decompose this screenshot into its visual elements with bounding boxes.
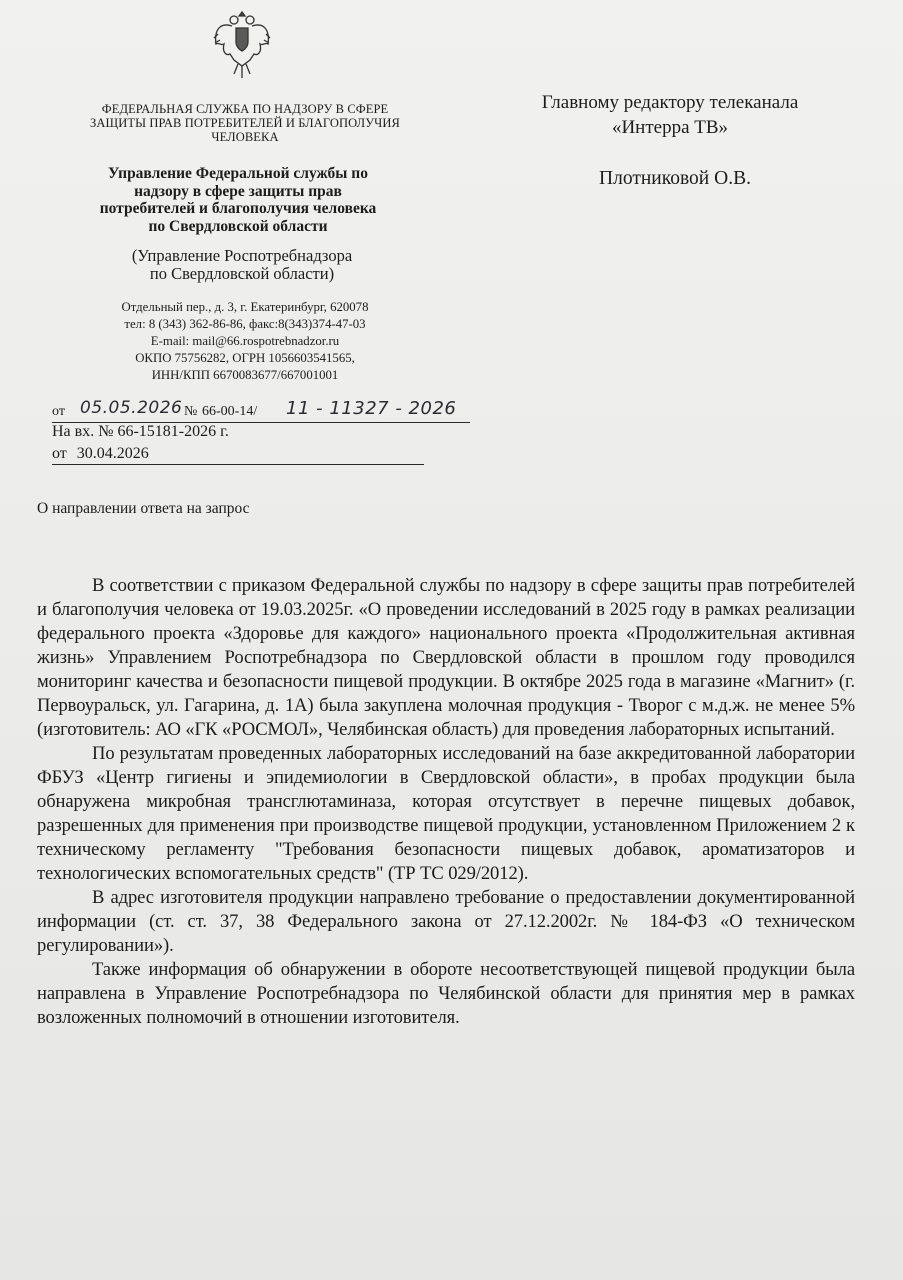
number-prefix: 66-00-14/ — [202, 404, 258, 419]
department-short-name — [92, 247, 392, 283]
incoming-date-line — [52, 444, 424, 465]
recipient-title — [510, 90, 830, 140]
department-line: потребителей и благополучия человека — [99, 200, 377, 217]
contact-okpo: ОКПО 75756282, ОГРН 1056603541565, — [135, 351, 355, 365]
body-paragraph: Также информация об обнаружении в обороте несоответствующей пищевой продукции была направлена в Управление Роспотребнадзора по Челябинской области для принятия мер в рамках возложенных полномочий в отношении изготовителя. — [37, 959, 855, 1028]
letter-body — [37, 574, 855, 1030]
department-short-line: по Свердловской области) — [149, 264, 335, 283]
contact-details — [60, 299, 430, 384]
incoming-reference: На вх. № 66-15181-2026 г. — [52, 423, 229, 440]
department-line: надзору в сфере защиты прав — [134, 182, 342, 200]
agency-name — [55, 102, 435, 144]
handwritten-date: 05.05.2026 — [80, 398, 183, 418]
contact-phone: тел: 8 (343) 362-86-86, факс:8(343)374-47-03 — [124, 317, 366, 331]
from-label: от — [52, 404, 65, 419]
incoming-date: 30.04.2026 — [76, 445, 149, 462]
agency-line: ЗАЩИТЫ ПРАВ ПОТРЕБИТЕЛЕЙ И БЛАГОПОЛУЧИЯ — [90, 116, 400, 130]
recipient-title-line: Главному редактору телеканала — [541, 92, 799, 113]
body-paragraph: В адрес изготовителя продукции направлено требование о предоставлении документированной информации (ст. ст. 37, 38 Федерального закона от 27.12.2002г. № 184-ФЗ «О техническом регулировании»). — [37, 887, 855, 956]
agency-line: ЧЕЛОВЕКА — [211, 130, 279, 144]
agency-line: ФЕДЕРАЛЬНАЯ СЛУЖБА ПО НАДЗОРУ В СФЕРЕ — [101, 102, 389, 116]
number-label: № — [184, 404, 198, 419]
recipient-title-line: «Интерра ТВ» — [611, 117, 729, 138]
coat-of-arms-icon — [210, 8, 274, 82]
body-paragraph: В соответствии с приказом Федеральной службы по надзору в сфере защиты прав потребителей и благополучия человека от 19.03.2025г. «О проведении исследований в 2025 году в рамках реализации федерального проекта «Здоровье для каждого» национального проекта «Продолжительная активная жизнь» Управлением Роспотребнадзора по Свердловской области в прошлом году проводился мониторинг качества и безопасности пищевой продукции. В октябре 2025 года в магазине «Магнит» (г. Первоуральск, ул. Гагарина, д. 1А) была закуплена молочная продукция - Творог с м.д.ж. не менее 5% (изготовитель: АО «ГК «РОСМОЛ», Челябинская область) для проведения лабораторных испытаний. — [37, 575, 855, 740]
subject-line: О направлении ответа на запрос — [37, 500, 250, 517]
recipient-name: Плотниковой О.В. — [599, 168, 751, 189]
department-name — [58, 165, 418, 235]
contact-email: E-mail: mail@66.rospotrebnadzor.ru — [150, 334, 340, 348]
handwritten-number: 11 - 11327 - 2026 — [286, 398, 457, 419]
incoming-date-label: от — [52, 445, 67, 462]
department-short-line: (Управление Роспотребнадзора — [131, 246, 353, 265]
department-line: по Свердловской области — [148, 217, 328, 235]
contact-address: Отдельный пер., д. 3, г. Екатеринбург, 620078 — [121, 300, 369, 314]
contact-inn: ИНН/КПП 6670083677/667001001 — [151, 368, 339, 382]
body-paragraph: По результатам проведенных лабораторных исследований на базе аккредитованной лаборатории ФБУЗ «Центр гигиены и эпидемиологии в Свердловской области», в пробах продукции была обнаружена микробная трансглютаминаза, которая отсутствует в перечне пищевых добавок, разрешенных для применения при производстве пищевой продукции, установленном Приложением 2 к техническому регламенту "Требования безопасности пищевых добавок, ароматизаторов и технологических вспомогательных средств" (ТР ТС 029/2012). — [37, 743, 855, 884]
department-line: Управление Федеральной службы по — [108, 165, 368, 182]
